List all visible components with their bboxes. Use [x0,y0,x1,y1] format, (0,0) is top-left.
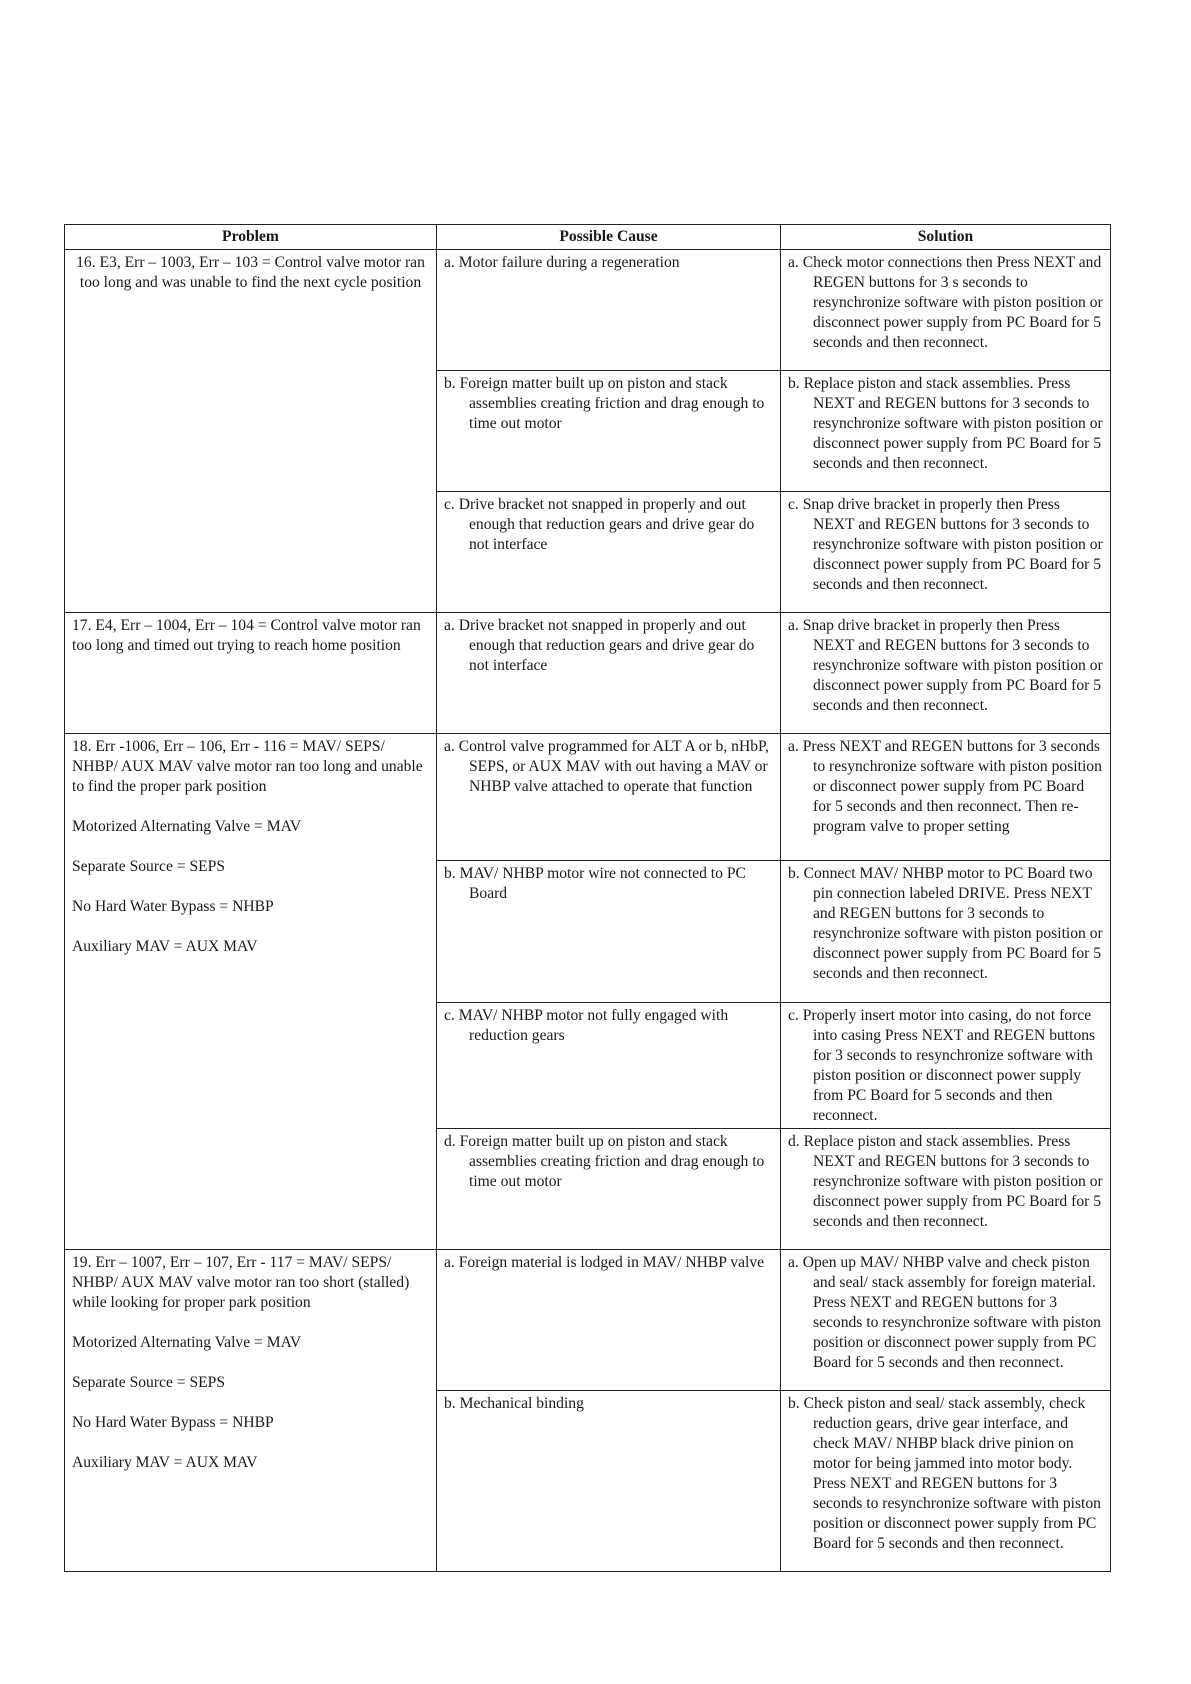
solution-cell [781,492,1111,613]
cause-text: d. Foreign matter built up on piston and stack assemblies creating friction and drag enough to time out motor [444,1133,765,1190]
solution-text: a. Open up MAV/ NHBP valve and check piston and seal/ stack assembly for foreign material. Press NEXT and REGEN buttons for 3 seconds to resynchronize software with piston position or disconnect power supply from PC Board for 5 seconds and then reconnect. [788,1254,1101,1371]
problem-cell [65,613,437,734]
solution-cell [781,371,1111,492]
table-row [65,734,1111,861]
solution-text: a. Press NEXT and REGEN buttons for 3 seconds to resynchronize software with piston position or disconnect power supply from PC Board for 5 seconds and then reconnect. Then re-program valve to proper setting [788,738,1102,835]
header-solution: Solution [781,225,1111,250]
cause-cell [437,861,781,1003]
problem-definition: No Hard Water Bypass = NHBP [72,1414,274,1431]
solution-text: d. Replace piston and stack assemblies. Press NEXT and REGEN buttons for 3 seconds to resynchronize software with piston position or disconnect power supply from PC Board for 5 seconds and then reconnect. [788,1133,1103,1230]
solution-text: c. Snap drive bracket in properly then Press NEXT and REGEN buttons for 3 seconds to resynchronize software with piston position or disconnect power supply from PC Board for 5 seconds and then reconnect. [788,496,1103,593]
cause-cell [437,1250,781,1391]
cause-text: c. MAV/ NHBP motor not fully engaged with reduction gears [444,1007,729,1044]
troubleshooting-table [64,224,1111,1572]
solution-cell [781,1391,1111,1572]
cause-cell [437,1391,781,1572]
cause-cell [437,250,781,371]
problem-cell [65,1250,437,1572]
problem-text: 17. E4, Err – 1004, Err – 104 = Control valve motor ran too long and timed out trying to reach home position [72,617,421,654]
solution-text: b. Replace piston and stack assemblies. Press NEXT and REGEN buttons for 3 seconds to resynchronize software with piston position or disconnect power supply from PC Board for 5 seconds and then reconnect. [788,375,1103,472]
solution-text: a. Check motor connections then Press NEXT and REGEN buttons for 3 s seconds to resynchronize software with piston position or disconnect power supply from PC Board for 5 seconds and then reconnect. [788,254,1103,351]
cause-cell [437,1129,781,1250]
solution-text: a. Snap drive bracket in properly then Press NEXT and REGEN buttons for 3 seconds to resynchronize software with piston position or disconnect power supply from PC Board for 5 seconds and then reconnect. [788,617,1103,714]
cause-text: b. Foreign matter built up on piston and stack assemblies creating friction and drag enough to time out motor [444,375,765,432]
cause-cell [437,613,781,734]
solution-cell [781,1003,1111,1129]
header-row [65,225,1111,250]
solution-cell [781,613,1111,734]
problem-text: 18. Err -1006, Err – 106, Err - 116 = MAV/ SEPS/ NHBP/ AUX MAV valve motor ran too long and unable to find the proper park position [72,738,423,795]
solution-text: b. Connect MAV/ NHBP motor to PC Board two pin connection labeled DRIVE. Press NEXT and REGEN buttons for 3 seconds to resynchronize software with piston position or disconnect power supply from PC Board for 5 seconds and then reconnect. [788,865,1103,982]
cause-text: b. MAV/ NHBP motor wire not connected to PC Board [444,865,746,902]
table-row [65,1250,1111,1391]
problem-definition: Auxiliary MAV = AUX MAV [72,938,258,955]
problem-definition: Auxiliary MAV = AUX MAV [72,1454,258,1471]
solution-cell [781,861,1111,1003]
header-possible-cause: Possible Cause [437,225,781,250]
problem-text: 19. Err – 1007, Err – 107, Err - 117 = MAV/ SEPS/ NHBP/ AUX MAV valve motor ran too short (stalled) while looking for proper park position [72,1254,410,1311]
table-row [65,250,1111,371]
solution-cell [781,250,1111,371]
problem-text: 16. E3, Err – 1003, Err – 103 = Control valve motor ran too long and was unable to find the next cycle position [76,254,425,291]
cause-text: b. Mechanical binding [444,1395,584,1412]
table-row [65,613,1111,734]
solution-text: b. Check piston and seal/ stack assembly, check reduction gears, drive gear interface, and check MAV/ NHBP black drive pinion on motor for being jammed into motor body. Press NEXT and REGEN buttons for 3 seconds to resynchronize software with piston position or disconnect power supply from PC Board for 5 seconds and then reconnect. [788,1395,1101,1552]
problem-cell [65,734,437,1250]
problem-cell [65,250,437,613]
cause-cell [437,371,781,492]
header-problem: Problem [65,225,437,250]
problem-definition: Separate Source = SEPS [72,858,226,875]
cause-text: a. Foreign material is lodged in MAV/ NHBP valve [444,1254,765,1271]
solution-cell [781,1250,1111,1391]
cause-cell [437,1003,781,1129]
cause-cell [437,734,781,861]
cause-cell [437,492,781,613]
solution-cell [781,734,1111,861]
cause-text: a. Control valve programmed for ALT A or b, nHbP, SEPS, or AUX MAV with out having a MAV or NHBP valve attached to operate that function [444,738,769,795]
problem-definition: No Hard Water Bypass = NHBP [72,898,274,915]
cause-text: a. Drive bracket not snapped in properly and out enough that reduction gears and drive gear do not interface [444,617,755,674]
solution-cell [781,1129,1111,1250]
problem-definition: Motorized Alternating Valve = MAV [72,1334,302,1351]
solution-text: c. Properly insert motor into casing, do not force into casing Press NEXT and REGEN buttons for 3 seconds to resynchronize software with piston position or disconnect power supply from PC Board for 5 seconds and then reconnect. [788,1007,1096,1124]
cause-text: c. Drive bracket not snapped in properly and out enough that reduction gears and drive gear do not interface [444,496,755,553]
cause-text: a. Motor failure during a regeneration [444,254,680,271]
problem-definition: Motorized Alternating Valve = MAV [72,818,302,835]
problem-definition: Separate Source = SEPS [72,1374,226,1391]
